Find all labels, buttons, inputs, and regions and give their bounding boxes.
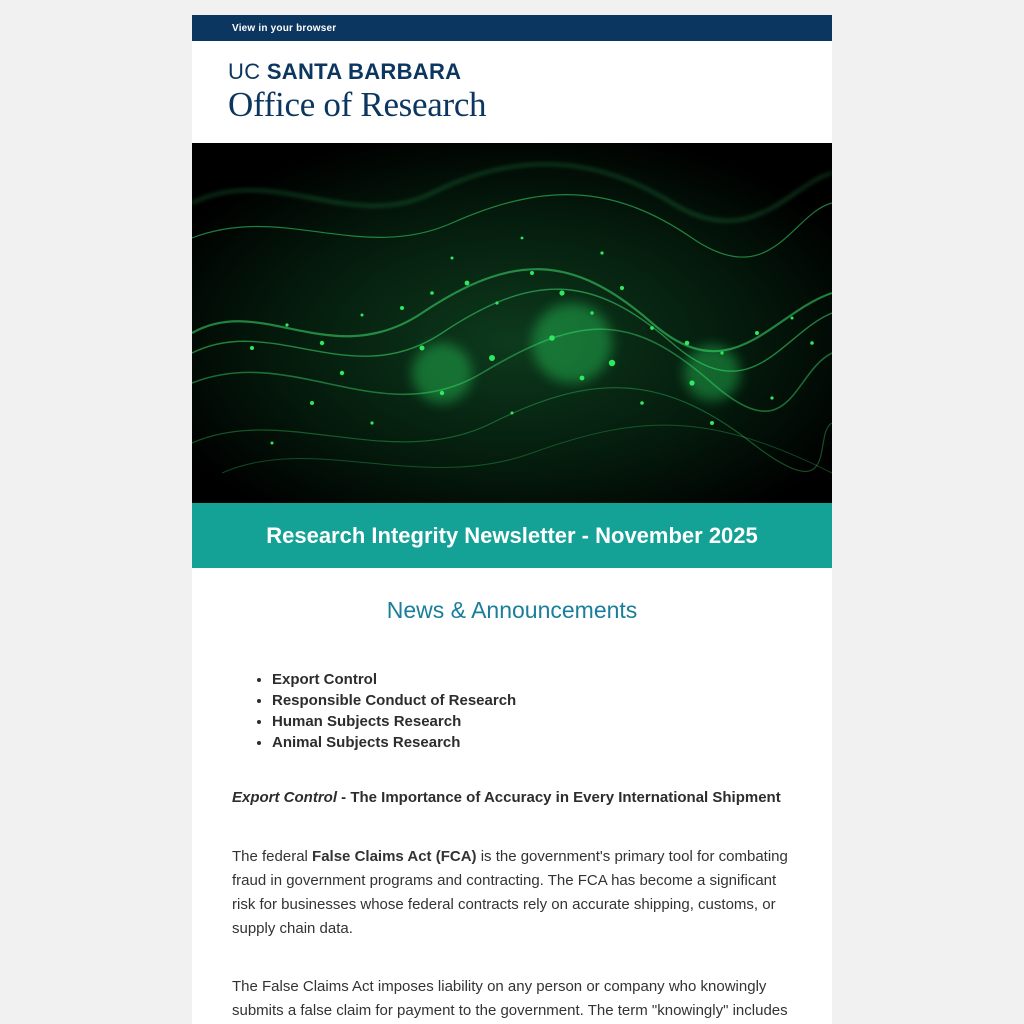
article-kicker: Export Control [232, 789, 337, 806]
header [192, 41, 832, 143]
newsletter-title: Research Integrity Newsletter - November 2025 [266, 522, 758, 548]
ucsb-logo [228, 59, 461, 85]
list-item: • Export Control [272, 669, 832, 690]
list-item: • Animal Subjects Research [272, 732, 832, 753]
green-wave-illustration [192, 143, 832, 503]
paragraph-bold-text: False Claims Act (FCA) [312, 848, 477, 865]
paragraph-text: is the government's primary tool for combating fraud in government programs and contracting. The FCA has become a significant risk for businesses whose federal contracts rely on accurate shipping, customs, or supply chain data. [232, 848, 788, 937]
newsletter-banner [192, 503, 832, 568]
top-bar [192, 15, 832, 41]
logo-uc-text: UC [228, 59, 261, 84]
list-item: • Human Subjects Research [272, 711, 832, 732]
article-paragraph: The False Claims Act imposes liability on any person or company who knowingly submits a false claim for payment to the government. The term "knowingly" includes [232, 978, 788, 1019]
article-headline-text: - The Importance of Accuracy in Every International Shipment [337, 789, 781, 806]
article-headline [232, 787, 792, 808]
office-of-research-logo: Office of Research [228, 85, 487, 124]
paragraph-text: The federal [232, 848, 313, 865]
article-paragraph [232, 845, 792, 941]
email-container [192, 15, 832, 1024]
list-item: • Responsible Conduct of Research [272, 690, 832, 711]
logo-santa-barbara-text: SANTA BARBARA [266, 59, 462, 84]
hero-image [192, 143, 832, 503]
section-title: News & Announcements [386, 597, 638, 623]
topics-list [192, 669, 832, 753]
view-in-browser-link[interactable]: View in your browser [232, 22, 337, 34]
